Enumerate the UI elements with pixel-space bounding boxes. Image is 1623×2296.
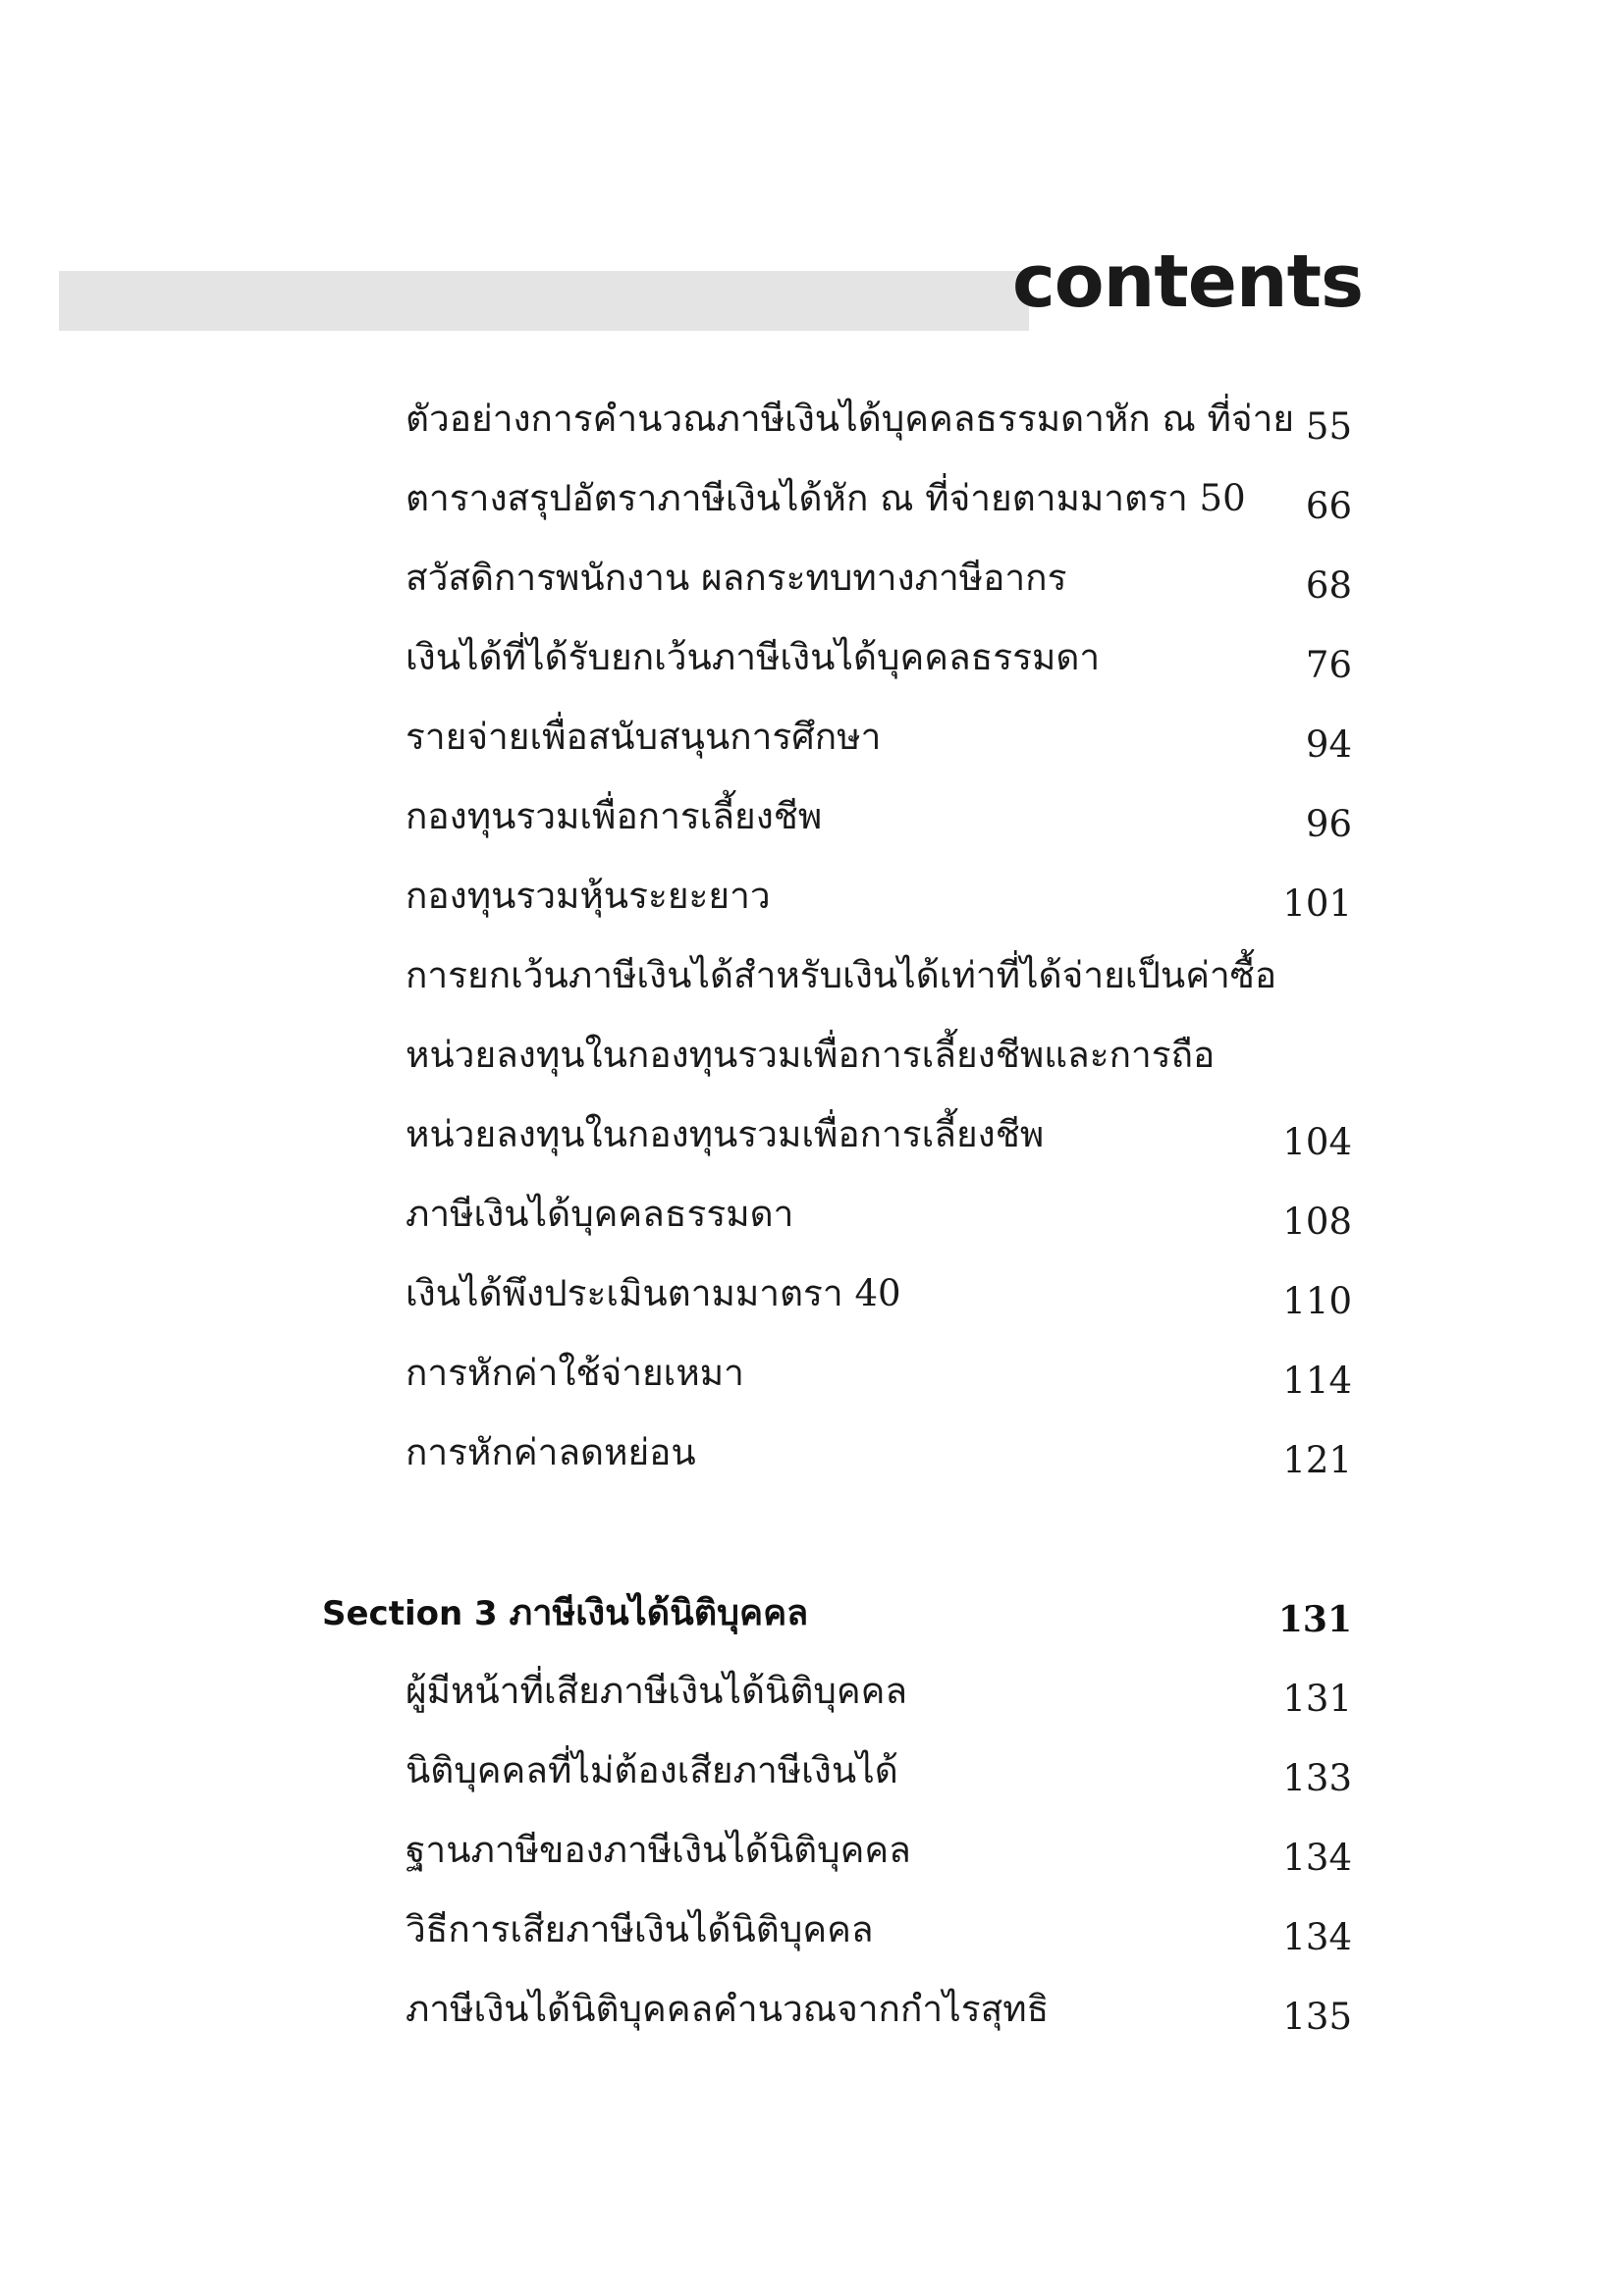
- toc-entry-title: กองทุนรวมเพื่อการเลี้ยงชีพ: [406, 795, 823, 837]
- toc-entry-page: 110: [1282, 1280, 1352, 1322]
- toc-entry: [406, 383, 1352, 461]
- toc-entry-title: นิติบุคคลที่ไม่ต้องเสียภาษีเงินได้: [406, 1749, 898, 1791]
- toc-entry-page: 68: [1305, 564, 1352, 607]
- toc-entry-page: 66: [1305, 485, 1352, 527]
- toc-entry-title: วิธีการเสียภาษีเงินได้นิติบุคคล: [406, 1908, 874, 1950]
- toc-entry: [406, 1735, 1352, 1813]
- toc-entry-page: 133: [1282, 1757, 1352, 1799]
- toc-entry-title: ผู้มีหน้าที่เสียภาษีเงินได้นิติบุคคล: [406, 1670, 908, 1712]
- section-heading: [322, 1575, 1352, 1654]
- toc-entry-page: 94: [1305, 723, 1352, 766]
- toc-entry-title: ภาษีเงินได้นิติบุคคลคำนวณจากกำไรสุทธิ: [406, 1988, 1050, 2030]
- toc-entry: [406, 860, 1352, 938]
- page-title: contents: [1011, 240, 1363, 324]
- toc-entry: [406, 1814, 1352, 1893]
- toc-entry-title: กองทุนรวมหุ้นระยะยาว: [406, 875, 771, 917]
- toc-entry: [406, 1894, 1352, 1972]
- toc-entry: [406, 1655, 1352, 1734]
- header-bar: [59, 271, 1029, 331]
- toc-entry-title: ตารางสรุปอัตราภาษีเงินได้หัก ณ ที่จ่ายตามมาตรา 50: [406, 477, 1246, 519]
- toc-entry-page: 134: [1282, 1916, 1352, 1958]
- toc-entry-page: 55: [1305, 405, 1352, 448]
- toc-entry: [406, 939, 1352, 1018]
- toc-entry: [406, 621, 1352, 700]
- toc-entry-title: เงินได้ที่ได้รับยกเว้นภาษีเงินได้บุคคลธรรมดา: [406, 636, 1101, 678]
- toc-entry-page: 135: [1282, 1996, 1352, 2038]
- toc-entry-page: 108: [1282, 1201, 1352, 1243]
- toc-entry-page: 121: [1282, 1439, 1352, 1481]
- toc-entry-title: การหักค่าลดหย่อน: [406, 1431, 696, 1473]
- toc-entry-page: 101: [1282, 882, 1352, 925]
- toc-entry-page: 96: [1305, 803, 1352, 845]
- toc-entry-title: หน่วยลงทุนในกองทุนรวมเพื่อการเลี้ยงชีพ: [406, 1113, 1045, 1155]
- section-page: 131: [1277, 1599, 1352, 1640]
- toc-entry-title: ตัวอย่างการคำนวณภาษีเงินได้บุคคลธรรมดาหัก ณ ที่จ่าย: [406, 398, 1295, 440]
- toc-entry-page: 114: [1282, 1360, 1352, 1402]
- toc-entry-title: สวัสดิการพนักงาน ผลกระทบทางภาษีอากร: [406, 557, 1067, 599]
- toc-entry: [406, 701, 1352, 779]
- toc-entry-title: การหักค่าใช้จ่ายเหมา: [406, 1352, 744, 1394]
- section-title: [322, 1584, 808, 1640]
- toc-entry: [406, 462, 1352, 541]
- section-label: Section 3: [322, 1594, 498, 1633]
- toc-entry: [406, 780, 1352, 859]
- toc-entry: [406, 1973, 1352, 2052]
- toc-entry-title: ภาษีเงินได้บุคคลธรรมดา: [406, 1193, 794, 1235]
- section-name: ภาษีเงินได้นิติบุคคล: [509, 1592, 809, 1633]
- toc-entry: [406, 542, 1352, 620]
- toc-entry: [406, 1257, 1352, 1336]
- toc-entry-title: การยกเว้นภาษีเงินได้สำหรับเงินได้เท่าที่ได้จ่ายเป็นค่าซื้อ: [406, 954, 1277, 996]
- toc-entry-title: เงินได้พึงประเมินตามมาตรา 40: [406, 1272, 901, 1314]
- toc-entry: [406, 1416, 1352, 1495]
- toc-entry-title: หน่วยลงทุนในกองทุนรวมเพื่อการเลี้ยงชีพและการถือ: [406, 1034, 1216, 1076]
- toc-entry-page: 76: [1305, 644, 1352, 686]
- toc-entry-page: 134: [1282, 1837, 1352, 1879]
- toc-entry-title: รายจ่ายเพื่อสนับสนุนการศึกษา: [406, 716, 882, 758]
- toc-entry-page: 104: [1282, 1121, 1352, 1163]
- toc-entry-title: ฐานภาษีของภาษีเงินได้นิติบุคคล: [406, 1829, 911, 1871]
- toc-entry: [406, 1337, 1352, 1415]
- toc-entry: [406, 1098, 1352, 1177]
- toc-entry-page: 131: [1282, 1678, 1352, 1720]
- toc-entry: [406, 1178, 1352, 1256]
- toc-entry: [406, 1019, 1352, 1097]
